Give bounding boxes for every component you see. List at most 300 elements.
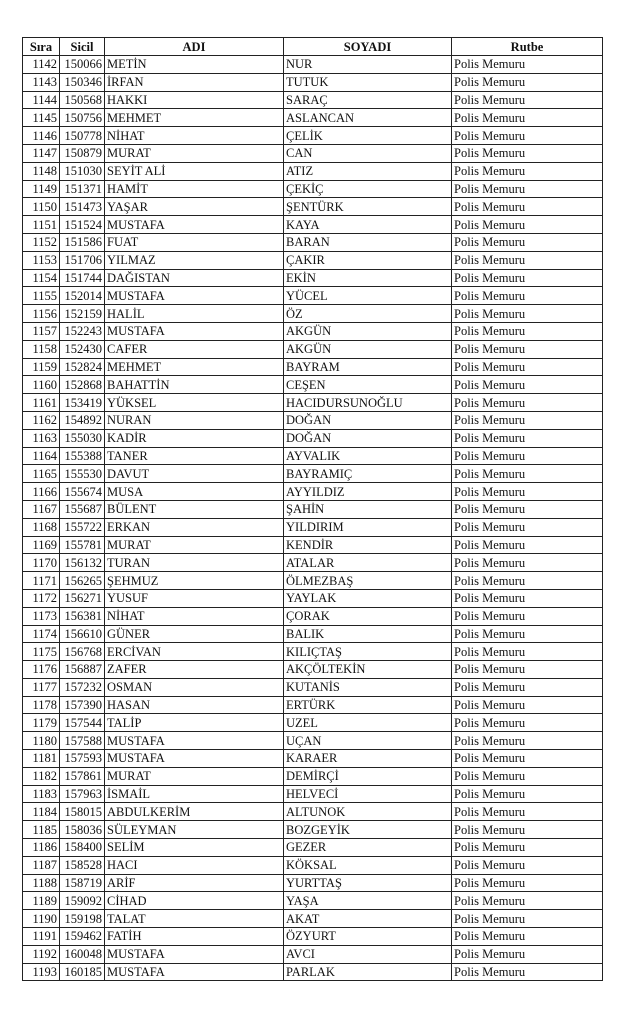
- cell-rutbe: Polis Memuru: [452, 572, 603, 590]
- table-row: [23, 394, 603, 412]
- cell-adi: BÜLENT: [105, 500, 284, 518]
- cell-sicil: 152868: [60, 376, 105, 394]
- cell-sira: 1161: [23, 394, 60, 412]
- cell-soyadi: KILIÇTAŞ: [284, 643, 452, 661]
- cell-adi: MUSTAFA: [105, 287, 284, 305]
- table-row: [23, 500, 603, 518]
- cell-sicil: 156381: [60, 607, 105, 625]
- cell-sicil: 156768: [60, 643, 105, 661]
- table-row: [23, 465, 603, 483]
- cell-soyadi: YÜCEL: [284, 287, 452, 305]
- cell-soyadi: BAYRAMIÇ: [284, 465, 452, 483]
- cell-sicil: 157390: [60, 696, 105, 714]
- cell-rutbe: Polis Memuru: [452, 554, 603, 572]
- cell-adi: DAVUT: [105, 465, 284, 483]
- cell-sicil: 156265: [60, 572, 105, 590]
- cell-adi: TALAT: [105, 910, 284, 928]
- cell-soyadi: YAŞA: [284, 892, 452, 910]
- cell-sira: 1171: [23, 572, 60, 590]
- cell-adi: GÜNER: [105, 625, 284, 643]
- cell-adi: MURAT: [105, 536, 284, 554]
- cell-sira: 1180: [23, 732, 60, 750]
- cell-sicil: 157861: [60, 767, 105, 785]
- cell-soyadi: ALTUNOK: [284, 803, 452, 821]
- cell-sicil: 155030: [60, 429, 105, 447]
- cell-sira: 1154: [23, 269, 60, 287]
- table-row: [23, 536, 603, 554]
- table-row: [23, 411, 603, 429]
- cell-rutbe: Polis Memuru: [452, 625, 603, 643]
- cell-adi: MUSTAFA: [105, 322, 284, 340]
- cell-sicil: 151030: [60, 162, 105, 180]
- cell-rutbe: Polis Memuru: [452, 305, 603, 323]
- cell-rutbe: Polis Memuru: [452, 216, 603, 234]
- table-row: [23, 518, 603, 536]
- cell-adi: İRFAN: [105, 73, 284, 91]
- cell-sira: 1182: [23, 767, 60, 785]
- cell-sira: 1159: [23, 358, 60, 376]
- cell-sicil: 156887: [60, 661, 105, 679]
- table-row: [23, 91, 603, 109]
- cell-sicil: 155722: [60, 518, 105, 536]
- table-row: [23, 750, 603, 768]
- cell-adi: MUSTAFA: [105, 750, 284, 768]
- cell-sicil: 157963: [60, 785, 105, 803]
- table-header: [23, 38, 603, 56]
- table-row: [23, 856, 603, 874]
- table-row: [23, 56, 603, 74]
- cell-sicil: 153419: [60, 394, 105, 412]
- cell-sira: 1170: [23, 554, 60, 572]
- cell-sira: 1172: [23, 589, 60, 607]
- cell-soyadi: AKAT: [284, 910, 452, 928]
- cell-adi: ERKAN: [105, 518, 284, 536]
- cell-soyadi: DEMİRÇİ: [284, 767, 452, 785]
- cell-sicil: 152014: [60, 287, 105, 305]
- cell-rutbe: Polis Memuru: [452, 714, 603, 732]
- cell-sira: 1178: [23, 696, 60, 714]
- cell-adi: ZAFER: [105, 661, 284, 679]
- cell-adi: İSMAİL: [105, 785, 284, 803]
- table-row: [23, 109, 603, 127]
- cell-adi: MEHMET: [105, 358, 284, 376]
- cell-sira: 1188: [23, 874, 60, 892]
- cell-sira: 1152: [23, 233, 60, 251]
- cell-sira: 1163: [23, 429, 60, 447]
- cell-sicil: 159462: [60, 928, 105, 946]
- table-row: [23, 625, 603, 643]
- cell-adi: NİHAT: [105, 607, 284, 625]
- cell-rutbe: Polis Memuru: [452, 945, 603, 963]
- cell-soyadi: KUTANİS: [284, 678, 452, 696]
- table-row: [23, 376, 603, 394]
- cell-sira: 1183: [23, 785, 60, 803]
- cell-sicil: 155781: [60, 536, 105, 554]
- table-row: [23, 785, 603, 803]
- cell-rutbe: Polis Memuru: [452, 767, 603, 785]
- cell-rutbe: Polis Memuru: [452, 251, 603, 269]
- table-row: [23, 874, 603, 892]
- cell-sira: 1144: [23, 91, 60, 109]
- cell-rutbe: Polis Memuru: [452, 56, 603, 74]
- table-row: [23, 661, 603, 679]
- cell-adi: TANER: [105, 447, 284, 465]
- cell-soyadi: KAYA: [284, 216, 452, 234]
- table-row: [23, 73, 603, 91]
- cell-sira: 1149: [23, 180, 60, 198]
- cell-soyadi: BALIK: [284, 625, 452, 643]
- cell-adi: HAMİT: [105, 180, 284, 198]
- header-rutbe: Rutbe: [452, 38, 603, 56]
- cell-adi: SÜLEYMAN: [105, 821, 284, 839]
- table-row: [23, 678, 603, 696]
- cell-adi: MUSTAFA: [105, 945, 284, 963]
- cell-rutbe: Polis Memuru: [452, 785, 603, 803]
- cell-sira: 1167: [23, 500, 60, 518]
- cell-rutbe: Polis Memuru: [452, 465, 603, 483]
- cell-soyadi: ASLANCAN: [284, 109, 452, 127]
- cell-adi: METİN: [105, 56, 284, 74]
- cell-sira: 1145: [23, 109, 60, 127]
- cell-sira: 1143: [23, 73, 60, 91]
- cell-soyadi: ÇEKİÇ: [284, 180, 452, 198]
- cell-adi: MUSA: [105, 483, 284, 501]
- cell-soyadi: YAYLAK: [284, 589, 452, 607]
- cell-adi: YAŞAR: [105, 198, 284, 216]
- cell-rutbe: Polis Memuru: [452, 536, 603, 554]
- table-row: [23, 910, 603, 928]
- cell-sicil: 152243: [60, 322, 105, 340]
- table-row: [23, 892, 603, 910]
- cell-rutbe: Polis Memuru: [452, 696, 603, 714]
- cell-sira: 1156: [23, 305, 60, 323]
- cell-adi: SEYİT ALİ: [105, 162, 284, 180]
- cell-soyadi: EKİN: [284, 269, 452, 287]
- cell-adi: MUSTAFA: [105, 732, 284, 750]
- cell-soyadi: YURTTAŞ: [284, 874, 452, 892]
- table-row: [23, 287, 603, 305]
- cell-rutbe: Polis Memuru: [452, 678, 603, 696]
- cell-rutbe: Polis Memuru: [452, 447, 603, 465]
- cell-soyadi: AKGÜN: [284, 340, 452, 358]
- cell-soyadi: AVCI: [284, 945, 452, 963]
- cell-adi: HAKKI: [105, 91, 284, 109]
- cell-soyadi: ATIZ: [284, 162, 452, 180]
- cell-rutbe: Polis Memuru: [452, 358, 603, 376]
- cell-sicil: 150756: [60, 109, 105, 127]
- cell-adi: TALİP: [105, 714, 284, 732]
- cell-rutbe: Polis Memuru: [452, 661, 603, 679]
- cell-rutbe: Polis Memuru: [452, 322, 603, 340]
- table-row: [23, 233, 603, 251]
- cell-sira: 1192: [23, 945, 60, 963]
- cell-sira: 1193: [23, 963, 60, 981]
- cell-soyadi: ÖZYURT: [284, 928, 452, 946]
- cell-adi: HASAN: [105, 696, 284, 714]
- cell-sira: 1173: [23, 607, 60, 625]
- table-row: [23, 340, 603, 358]
- cell-soyadi: ŞENTÜRK: [284, 198, 452, 216]
- table-row: [23, 803, 603, 821]
- cell-soyadi: ERTÜRK: [284, 696, 452, 714]
- cell-soyadi: KÖKSAL: [284, 856, 452, 874]
- cell-soyadi: BARAN: [284, 233, 452, 251]
- cell-rutbe: Polis Memuru: [452, 821, 603, 839]
- cell-rutbe: Polis Memuru: [452, 910, 603, 928]
- cell-adi: CİHAD: [105, 892, 284, 910]
- cell-soyadi: KENDİR: [284, 536, 452, 554]
- cell-soyadi: ÖLMEZBAŞ: [284, 572, 452, 590]
- cell-sicil: 156271: [60, 589, 105, 607]
- cell-adi: MURAT: [105, 144, 284, 162]
- cell-sira: 1146: [23, 127, 60, 145]
- table-row: [23, 767, 603, 785]
- cell-sira: 1168: [23, 518, 60, 536]
- cell-soyadi: BAYRAM: [284, 358, 452, 376]
- cell-sira: 1169: [23, 536, 60, 554]
- cell-sira: 1153: [23, 251, 60, 269]
- cell-sicil: 151706: [60, 251, 105, 269]
- cell-rutbe: Polis Memuru: [452, 198, 603, 216]
- table-row: [23, 643, 603, 661]
- cell-rutbe: Polis Memuru: [452, 411, 603, 429]
- cell-adi: ABDULKERİM: [105, 803, 284, 821]
- cell-sira: 1174: [23, 625, 60, 643]
- cell-adi: YÜKSEL: [105, 394, 284, 412]
- cell-sira: 1184: [23, 803, 60, 821]
- cell-sicil: 155388: [60, 447, 105, 465]
- cell-soyadi: PARLAK: [284, 963, 452, 981]
- cell-sicil: 158719: [60, 874, 105, 892]
- cell-sicil: 150568: [60, 91, 105, 109]
- table-row: [23, 483, 603, 501]
- cell-sicil: 150066: [60, 56, 105, 74]
- cell-rutbe: Polis Memuru: [452, 162, 603, 180]
- cell-sira: 1162: [23, 411, 60, 429]
- cell-soyadi: BOZGEYİK: [284, 821, 452, 839]
- cell-adi: KADİR: [105, 429, 284, 447]
- table-row: [23, 358, 603, 376]
- cell-adi: SELİM: [105, 839, 284, 857]
- table-row: [23, 714, 603, 732]
- cell-adi: MURAT: [105, 767, 284, 785]
- cell-soyadi: HELVECİ: [284, 785, 452, 803]
- table-row: [23, 589, 603, 607]
- cell-sicil: 150778: [60, 127, 105, 145]
- table-row: [23, 180, 603, 198]
- cell-soyadi: UZEL: [284, 714, 452, 732]
- table-row: [23, 732, 603, 750]
- cell-sira: 1148: [23, 162, 60, 180]
- cell-rutbe: Polis Memuru: [452, 928, 603, 946]
- cell-rutbe: Polis Memuru: [452, 73, 603, 91]
- cell-adi: CAFER: [105, 340, 284, 358]
- cell-rutbe: Polis Memuru: [452, 269, 603, 287]
- cell-soyadi: NUR: [284, 56, 452, 74]
- cell-soyadi: AKÇÖLTEKİN: [284, 661, 452, 679]
- cell-rutbe: Polis Memuru: [452, 839, 603, 857]
- table-row: [23, 696, 603, 714]
- table-body: [23, 56, 603, 981]
- table-row: [23, 447, 603, 465]
- cell-soyadi: ÖZ: [284, 305, 452, 323]
- cell-rutbe: Polis Memuru: [452, 874, 603, 892]
- header-sira: Sıra: [23, 38, 60, 56]
- cell-rutbe: Polis Memuru: [452, 589, 603, 607]
- cell-sira: 1151: [23, 216, 60, 234]
- cell-sicil: 150346: [60, 73, 105, 91]
- header-sicil: Sicil: [60, 38, 105, 56]
- table-row: [23, 839, 603, 857]
- cell-sicil: 158400: [60, 839, 105, 857]
- cell-sira: 1142: [23, 56, 60, 74]
- cell-rutbe: Polis Memuru: [452, 127, 603, 145]
- cell-rutbe: Polis Memuru: [452, 287, 603, 305]
- table-row: [23, 216, 603, 234]
- cell-rutbe: Polis Memuru: [452, 518, 603, 536]
- table-row: [23, 305, 603, 323]
- cell-sicil: 160185: [60, 963, 105, 981]
- cell-adi: NURAN: [105, 411, 284, 429]
- header-soyadi: SOYADI: [284, 38, 452, 56]
- cell-adi: FATİH: [105, 928, 284, 946]
- cell-rutbe: Polis Memuru: [452, 643, 603, 661]
- cell-rutbe: Polis Memuru: [452, 732, 603, 750]
- cell-rutbe: Polis Memuru: [452, 856, 603, 874]
- cell-sira: 1179: [23, 714, 60, 732]
- cell-sicil: 151371: [60, 180, 105, 198]
- cell-sicil: 158036: [60, 821, 105, 839]
- cell-rutbe: Polis Memuru: [452, 963, 603, 981]
- cell-adi: OSMAN: [105, 678, 284, 696]
- cell-sicil: 150879: [60, 144, 105, 162]
- cell-rutbe: Polis Memuru: [452, 91, 603, 109]
- personnel-table: [22, 37, 603, 981]
- cell-sira: 1177: [23, 678, 60, 696]
- cell-soyadi: HACIDURSUNOĞLU: [284, 394, 452, 412]
- cell-soyadi: AYYILDIZ: [284, 483, 452, 501]
- cell-sira: 1190: [23, 910, 60, 928]
- cell-adi: DAĞISTAN: [105, 269, 284, 287]
- cell-sicil: 156610: [60, 625, 105, 643]
- cell-adi: HALİL: [105, 305, 284, 323]
- cell-sira: 1191: [23, 928, 60, 946]
- cell-sicil: 155687: [60, 500, 105, 518]
- cell-sicil: 154892: [60, 411, 105, 429]
- table-row: [23, 945, 603, 963]
- table-row: [23, 607, 603, 625]
- cell-adi: MUSTAFA: [105, 216, 284, 234]
- cell-sira: 1165: [23, 465, 60, 483]
- header-adi: ADI: [105, 38, 284, 56]
- cell-sicil: 157232: [60, 678, 105, 696]
- table-row: [23, 198, 603, 216]
- cell-rutbe: Polis Memuru: [452, 429, 603, 447]
- cell-soyadi: ÇORAK: [284, 607, 452, 625]
- cell-sicil: 155674: [60, 483, 105, 501]
- table-row: [23, 269, 603, 287]
- cell-sira: 1158: [23, 340, 60, 358]
- cell-sicil: 157593: [60, 750, 105, 768]
- cell-soyadi: ÇELİK: [284, 127, 452, 145]
- cell-soyadi: CEŞEN: [284, 376, 452, 394]
- cell-rutbe: Polis Memuru: [452, 109, 603, 127]
- cell-rutbe: Polis Memuru: [452, 340, 603, 358]
- cell-adi: MEHMET: [105, 109, 284, 127]
- cell-sicil: 151586: [60, 233, 105, 251]
- cell-rutbe: Polis Memuru: [452, 376, 603, 394]
- cell-soyadi: ŞAHİN: [284, 500, 452, 518]
- cell-sira: 1147: [23, 144, 60, 162]
- cell-sira: 1150: [23, 198, 60, 216]
- cell-adi: FUAT: [105, 233, 284, 251]
- cell-soyadi: SARAÇ: [284, 91, 452, 109]
- cell-adi: TURAN: [105, 554, 284, 572]
- cell-sira: 1181: [23, 750, 60, 768]
- cell-sira: 1176: [23, 661, 60, 679]
- cell-sicil: 151744: [60, 269, 105, 287]
- cell-sira: 1186: [23, 839, 60, 857]
- cell-adi: HACI: [105, 856, 284, 874]
- cell-rutbe: Polis Memuru: [452, 144, 603, 162]
- cell-rutbe: Polis Memuru: [452, 607, 603, 625]
- cell-rutbe: Polis Memuru: [452, 892, 603, 910]
- cell-rutbe: Polis Memuru: [452, 394, 603, 412]
- cell-adi: YUSUF: [105, 589, 284, 607]
- cell-adi: ŞEHMUZ: [105, 572, 284, 590]
- cell-soyadi: YILDIRIM: [284, 518, 452, 536]
- cell-soyadi: KARAER: [284, 750, 452, 768]
- cell-sicil: 159092: [60, 892, 105, 910]
- table-row: [23, 322, 603, 340]
- cell-rutbe: Polis Memuru: [452, 483, 603, 501]
- table-row: [23, 144, 603, 162]
- table-row: [23, 928, 603, 946]
- cell-sicil: 157588: [60, 732, 105, 750]
- cell-soyadi: ATALAR: [284, 554, 452, 572]
- table-row: [23, 572, 603, 590]
- cell-sira: 1155: [23, 287, 60, 305]
- cell-sira: 1187: [23, 856, 60, 874]
- cell-sira: 1185: [23, 821, 60, 839]
- cell-sicil: 151524: [60, 216, 105, 234]
- cell-adi: ERCİVAN: [105, 643, 284, 661]
- cell-adi: BAHATTİN: [105, 376, 284, 394]
- cell-sicil: 156132: [60, 554, 105, 572]
- cell-sicil: 152159: [60, 305, 105, 323]
- cell-soyadi: GEZER: [284, 839, 452, 857]
- cell-adi: MUSTAFA: [105, 963, 284, 981]
- table-row: [23, 429, 603, 447]
- cell-sira: 1164: [23, 447, 60, 465]
- table-row: [23, 963, 603, 981]
- cell-sicil: 152430: [60, 340, 105, 358]
- cell-rutbe: Polis Memuru: [452, 233, 603, 251]
- cell-adi: YILMAZ: [105, 251, 284, 269]
- cell-sicil: 159198: [60, 910, 105, 928]
- cell-adi: NİHAT: [105, 127, 284, 145]
- cell-rutbe: Polis Memuru: [452, 750, 603, 768]
- cell-sira: 1160: [23, 376, 60, 394]
- cell-sicil: 155530: [60, 465, 105, 483]
- cell-sicil: 157544: [60, 714, 105, 732]
- cell-adi: ARİF: [105, 874, 284, 892]
- cell-soyadi: TUTUK: [284, 73, 452, 91]
- cell-rutbe: Polis Memuru: [452, 500, 603, 518]
- cell-sira: 1189: [23, 892, 60, 910]
- cell-soyadi: CAN: [284, 144, 452, 162]
- table-row: [23, 127, 603, 145]
